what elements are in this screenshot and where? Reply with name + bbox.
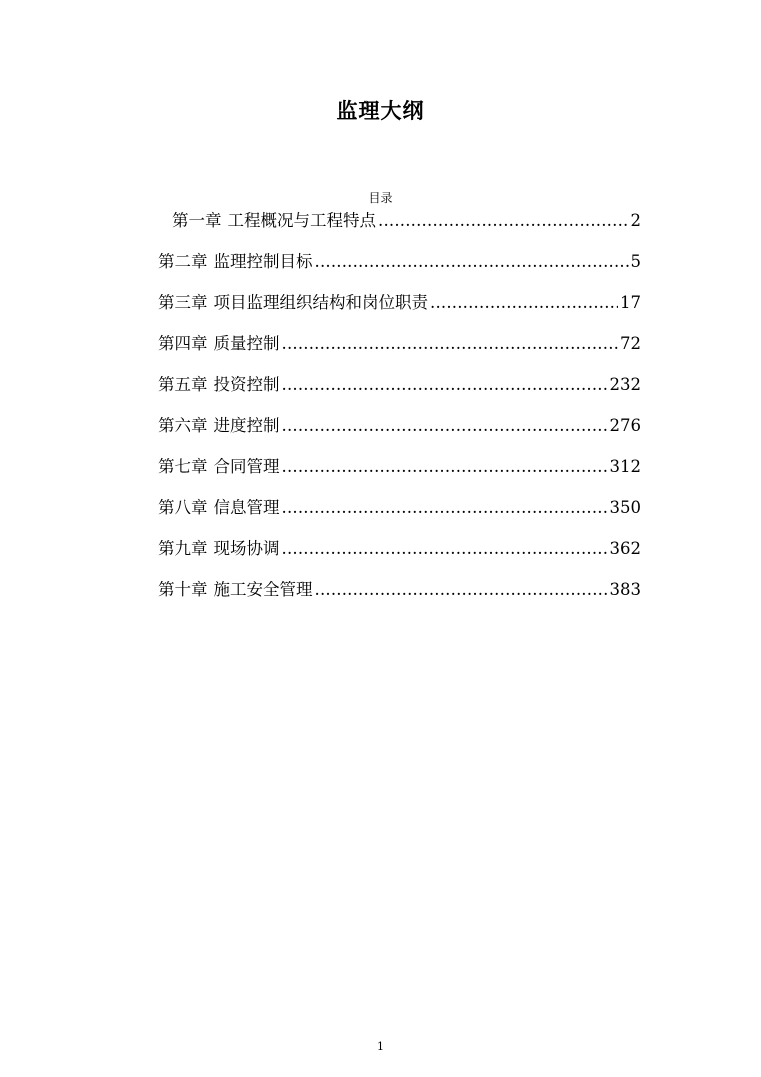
toc-entry-chapter-7[interactable] bbox=[158, 453, 641, 494]
toc-dot-leader bbox=[282, 535, 608, 563]
toc-entry-chapter-9[interactable] bbox=[158, 535, 641, 576]
toc-chapter-number: 第九章 bbox=[158, 539, 208, 558]
toc-entry-chapter-8[interactable] bbox=[158, 494, 641, 535]
toc-heading: 目录 bbox=[368, 191, 393, 205]
toc-page-number: 17 bbox=[620, 293, 641, 312]
toc-entry-chapter-4[interactable] bbox=[158, 330, 641, 371]
toc-chapter-title: 合同管理 bbox=[213, 457, 280, 476]
toc-entry-chapter-6[interactable] bbox=[158, 412, 641, 453]
toc-chapter-number: 第七章 bbox=[158, 457, 208, 476]
toc-dot-leader bbox=[282, 453, 608, 481]
toc-dot-leader bbox=[282, 330, 619, 358]
toc-chapter-number: 第八章 bbox=[158, 498, 208, 517]
toc-page-number: 2 bbox=[630, 211, 641, 230]
toc-page-number: 72 bbox=[620, 334, 641, 353]
toc-dot-leader bbox=[282, 494, 608, 522]
toc-chapter-title: 信息管理 bbox=[213, 498, 280, 517]
toc-page-number: 312 bbox=[609, 457, 641, 476]
toc-chapter-number: 第一章 bbox=[172, 211, 222, 230]
toc-chapter-title: 现场协调 bbox=[213, 539, 280, 558]
toc-chapter-title: 投资控制 bbox=[213, 375, 280, 394]
toc-chapter-number: 第二章 bbox=[158, 252, 208, 271]
page-footer-number: 1 bbox=[377, 1040, 384, 1053]
toc-chapter-title: 工程概况与工程特点 bbox=[227, 211, 376, 230]
toc-dot-leader bbox=[315, 248, 629, 276]
toc-chapter-number: 第四章 bbox=[158, 334, 208, 353]
toc-dot-leader bbox=[378, 207, 629, 235]
toc-entry-chapter-2[interactable] bbox=[158, 248, 641, 289]
document-title: 监理大纲 bbox=[336, 99, 425, 123]
toc-dot-leader bbox=[282, 412, 608, 440]
toc-dot-leader bbox=[430, 289, 618, 317]
toc-page-number: 362 bbox=[609, 539, 641, 558]
toc-page-number: 5 bbox=[630, 252, 641, 271]
toc-chapter-number: 第五章 bbox=[158, 375, 208, 394]
toc-page-number: 276 bbox=[609, 416, 641, 435]
toc-chapter-number: 第十章 bbox=[158, 580, 208, 599]
toc-chapter-title: 施工安全管理 bbox=[213, 580, 313, 599]
table-of-contents bbox=[158, 207, 641, 617]
toc-chapter-title: 质量控制 bbox=[213, 334, 280, 353]
toc-dot-leader bbox=[282, 371, 608, 399]
toc-chapter-title: 进度控制 bbox=[213, 416, 280, 435]
toc-dot-leader bbox=[315, 576, 608, 604]
toc-entry-chapter-1[interactable] bbox=[158, 207, 641, 248]
toc-entry-chapter-3[interactable] bbox=[158, 289, 641, 330]
toc-chapter-number: 第六章 bbox=[158, 416, 208, 435]
toc-entry-chapter-10[interactable] bbox=[158, 576, 641, 617]
toc-chapter-number: 第三章 bbox=[158, 293, 208, 312]
toc-page-number: 350 bbox=[609, 498, 641, 517]
toc-page-number: 383 bbox=[609, 580, 641, 599]
toc-entry-chapter-5[interactable] bbox=[158, 371, 641, 412]
toc-page-number: 232 bbox=[609, 375, 641, 394]
toc-chapter-title: 监理控制目标 bbox=[213, 252, 313, 271]
toc-chapter-title: 项目监理组织结构和岗位职责 bbox=[213, 293, 428, 312]
